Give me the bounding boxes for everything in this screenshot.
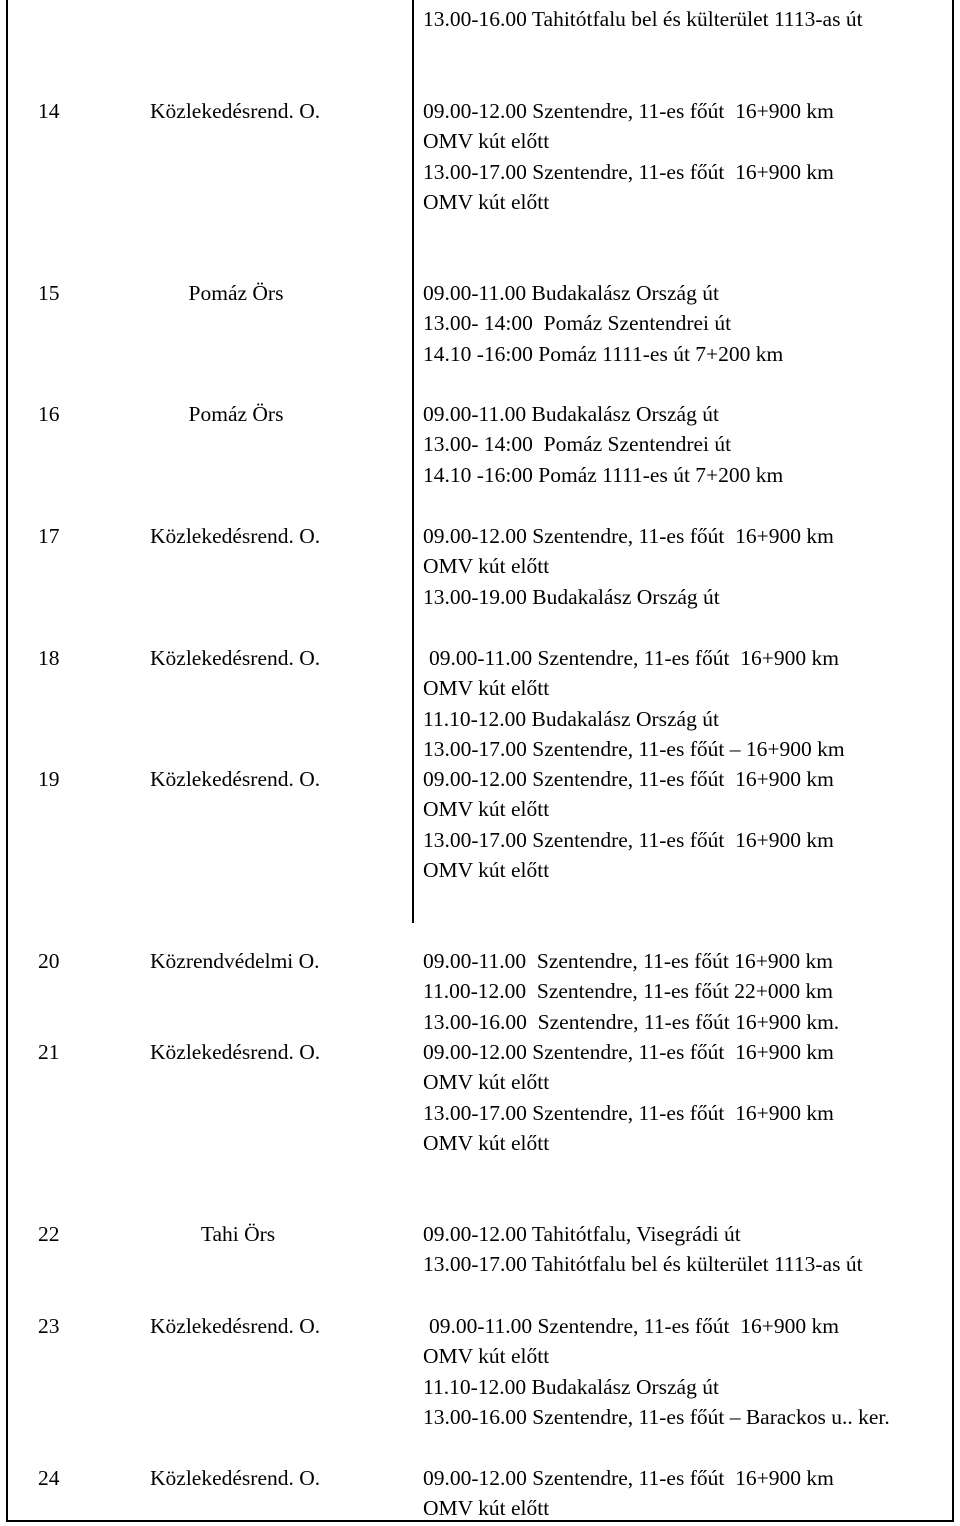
entry-line: 13.00- 14:00 Pomáz Szentendrei út — [423, 311, 732, 336]
row-number: 16 — [38, 402, 60, 426]
entries-cell — [423, 1341, 943, 1432]
entries-cell — [423, 278, 943, 369]
entries-cell — [423, 4, 943, 34]
entry-line: 09.00-12.00 Szentendre, 11-es főút 16+900 km — [423, 99, 834, 123]
unit-name: Közlekedésrend. O. — [150, 524, 321, 548]
entry-line: 09.00-11.00 Szentendre, 11-es főút 16+900 km — [429, 646, 840, 670]
unit-name: Közlekedésrend. O. — [150, 646, 321, 670]
entry-line: 09.00-12.00 Szentendre, 11-es főút 16+900 km — [423, 1040, 834, 1064]
entry-line: 09.00-11.00 Szentendre, 11-es főút 16+900 km — [423, 949, 834, 973]
entry-line: 13.00-16.00 Tahitótfalu bel és külterület 1113-as út — [423, 7, 863, 31]
entry-line: 13.00-16.00 Szentendre, 11-es főút – Barackos u.. ker. — [423, 1404, 890, 1429]
unit-name: Közrendvédelmi O. — [150, 949, 320, 973]
entry-line: 13.00-16.00 Szentendre, 11-es főút 16+900 km. — [423, 1009, 840, 1034]
unit-name: Közlekedésrend. O. — [150, 99, 321, 123]
row-number: 15 — [38, 281, 60, 305]
entry-line: OMV kút előtt — [423, 1130, 550, 1155]
entries-cell — [423, 521, 943, 612]
entry-line: 13.00-17.00 Szentendre, 11-es főút 16+900 km — [423, 159, 834, 184]
entry-line: 09.00-11.00 Budakalász Ország út — [423, 402, 719, 426]
entry-line: OMV kút előtt — [423, 857, 550, 882]
row-number: 20 — [38, 949, 60, 973]
entry-line: 14.10 -16:00 Pomáz 1111-es út 7+200 km — [423, 462, 784, 487]
unit-name: Pomáz Örs — [188, 402, 284, 426]
entry-line: 09.00-12.00 Szentendre, 11-es főút 16+900 km — [423, 767, 834, 791]
entries-cell — [423, 399, 943, 490]
unit-name: Közlekedésrend. O. — [150, 767, 321, 791]
entry-line: 09.00-12.00 Tahitótfalu, Visegrádi út — [423, 1222, 741, 1246]
entries-cell — [423, 946, 943, 1037]
schedule-table — [6, 0, 954, 1522]
unit-name: Közlekedésrend. O. — [150, 1040, 321, 1064]
unit-name: Közlekedésrend. O. — [150, 1314, 321, 1338]
entries-cell — [423, 764, 943, 885]
entry-line: OMV kút előtt — [423, 676, 550, 701]
entry-line: OMV kút előtt — [423, 797, 550, 822]
entry-line: 09.00-11.00 Szentendre, 11-es főút 16+900 km — [429, 1314, 840, 1338]
entry-line: 09.00-12.00 Szentendre, 11-es főút 16+900 km — [423, 524, 834, 548]
entry-line: 11.10-12.00 Budakalász Ország út — [423, 1374, 719, 1399]
entries-cell — [423, 673, 943, 764]
entries-cell — [429, 643, 949, 673]
entry-line: 13.00-19.00 Budakalász Ország út — [423, 584, 720, 609]
unit-name: Pomáz Örs — [188, 281, 284, 305]
column-divider — [412, 0, 414, 923]
unit-name: Közlekedésrend. O. — [150, 1466, 321, 1490]
row-number: 23 — [38, 1314, 60, 1338]
entry-line: OMV kút előtt — [423, 129, 550, 154]
entry-line: OMV kút előtt — [423, 1070, 550, 1095]
entry-line: 09.00-11.00 Budakalász Ország út — [423, 281, 719, 305]
entry-line: 13.00-17.00 Szentendre, 11-es főút 16+900 km — [423, 1100, 834, 1125]
row-number: 19 — [38, 767, 60, 791]
entry-line: 11.10-12.00 Budakalász Ország út — [423, 706, 719, 731]
entry-line: OMV kút előtt — [423, 189, 550, 214]
entry-line: OMV kút előtt — [423, 554, 550, 579]
entries-cell — [429, 1311, 949, 1341]
row-number: 22 — [38, 1222, 60, 1246]
row-number: 24 — [38, 1466, 60, 1490]
entry-line: 13.00- 14:00 Pomáz Szentendrei út — [423, 432, 732, 457]
entries-cell — [423, 96, 943, 217]
entry-line: 13.00-17.00 Tahitótfalu bel és külterület 1113-as út — [423, 1252, 863, 1277]
entry-line: 11.00-12.00 Szentendre, 11-es főút 22+000 km — [423, 979, 834, 1004]
row-number: 21 — [38, 1040, 60, 1064]
entry-line: 13.00-17.00 Szentendre, 11-es főút – 16+900 km — [423, 736, 845, 761]
entry-line: OMV kút előtt — [423, 1344, 550, 1369]
row-number: 17 — [38, 524, 60, 548]
entries-cell — [423, 1219, 943, 1280]
row-number: 14 — [38, 99, 60, 123]
row-number: 18 — [38, 646, 60, 670]
entry-line: OMV kút előtt — [423, 1496, 550, 1521]
entries-cell — [423, 1463, 943, 1524]
entry-line: 13.00-17.00 Szentendre, 11-es főút 16+900 km — [423, 827, 834, 852]
entries-cell — [423, 1037, 943, 1158]
unit-name: Tahi Örs — [200, 1222, 276, 1246]
entry-line: 09.00-12.00 Szentendre, 11-es főút 16+900 km — [423, 1466, 834, 1490]
entry-line: 14.10 -16:00 Pomáz 1111-es út 7+200 km — [423, 341, 784, 366]
